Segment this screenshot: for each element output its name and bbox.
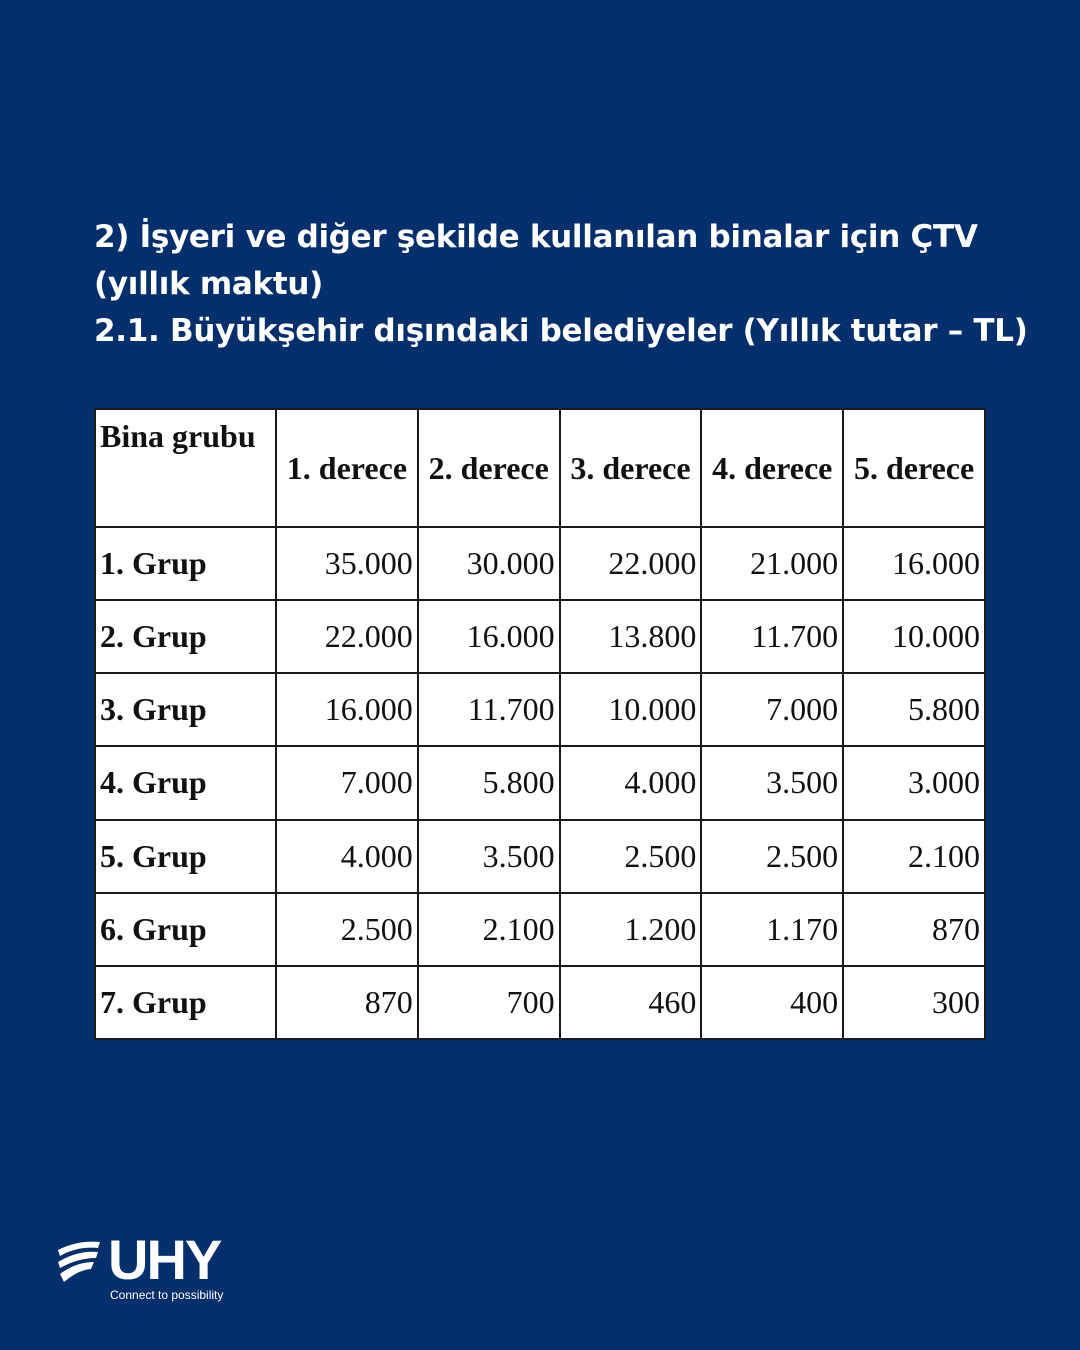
table-cell: 3.500 (701, 746, 843, 819)
column-header: 2. derece (418, 409, 560, 527)
heading-line-2: (yıllık maktu) (94, 266, 323, 302)
table-cell: 3.000 (843, 746, 985, 819)
table-cell: 2.100 (418, 893, 560, 966)
table-cell: 10.000 (560, 673, 702, 746)
column-header: Bina grubu (95, 409, 276, 527)
table-row (95, 966, 985, 1039)
table-cell: 30.000 (418, 527, 560, 600)
table-cell: 300 (843, 966, 985, 1039)
table-row (95, 600, 985, 673)
table-header-row (95, 409, 985, 527)
table-cell: 3.500 (418, 820, 560, 893)
logo-wordmark: UHY (108, 1228, 221, 1291)
page-heading (94, 214, 1054, 355)
table-cell: 7.000 (276, 746, 418, 819)
table-cell: 22.000 (560, 527, 702, 600)
table-row (95, 893, 985, 966)
table-row (95, 820, 985, 893)
column-header: 3. derece (560, 409, 702, 527)
table-row (95, 527, 985, 600)
table-cell: 870 (843, 893, 985, 966)
table-cell: 16.000 (276, 673, 418, 746)
column-header: 5. derece (843, 409, 985, 527)
heading-line-1: 2) İşyeri ve diğer şekilde kullanılan binalar için ÇTV (94, 219, 978, 255)
column-header: 1. derece (276, 409, 418, 527)
table-cell: 21.000 (701, 527, 843, 600)
table-cell: 7.000 (701, 673, 843, 746)
row-label: 5. Grup (95, 820, 276, 893)
table-cell: 4.000 (560, 746, 702, 819)
heading-line-3: 2.1. Büyükşehir dışındaki belediyeler (Yıllık tutar – TL) (94, 313, 1028, 349)
table-cell: 2.100 (843, 820, 985, 893)
table-cell: 400 (701, 966, 843, 1039)
table-cell: 11.700 (418, 673, 560, 746)
table-cell: 22.000 (276, 600, 418, 673)
uhy-swoosh-icon (56, 1238, 102, 1284)
table-cell: 5.800 (843, 673, 985, 746)
table-row (95, 673, 985, 746)
tax-table-container (94, 408, 986, 1040)
row-label: 7. Grup (95, 966, 276, 1039)
table-cell: 2.500 (701, 820, 843, 893)
column-header: 4. derece (701, 409, 843, 527)
table-cell: 35.000 (276, 527, 418, 600)
table-cell: 700 (418, 966, 560, 1039)
table-cell: 16.000 (843, 527, 985, 600)
tax-table (94, 408, 986, 1040)
table-cell: 13.800 (560, 600, 702, 673)
row-label: 6. Grup (95, 893, 276, 966)
row-label: 1. Grup (95, 527, 276, 600)
table-row (95, 746, 985, 819)
table-cell: 4.000 (276, 820, 418, 893)
logo-tagline: Connect to possibility (110, 1288, 224, 1302)
table-cell: 16.000 (418, 600, 560, 673)
table-cell: 1.200 (560, 893, 702, 966)
table-cell: 1.170 (701, 893, 843, 966)
table-cell: 460 (560, 966, 702, 1039)
row-label: 4. Grup (95, 746, 276, 819)
table-cell: 5.800 (418, 746, 560, 819)
uhy-logo (56, 1228, 256, 1306)
table-cell: 11.700 (701, 600, 843, 673)
table-cell: 870 (276, 966, 418, 1039)
row-label: 2. Grup (95, 600, 276, 673)
table-cell: 10.000 (843, 600, 985, 673)
table-cell: 2.500 (560, 820, 702, 893)
table-cell: 2.500 (276, 893, 418, 966)
row-label: 3. Grup (95, 673, 276, 746)
